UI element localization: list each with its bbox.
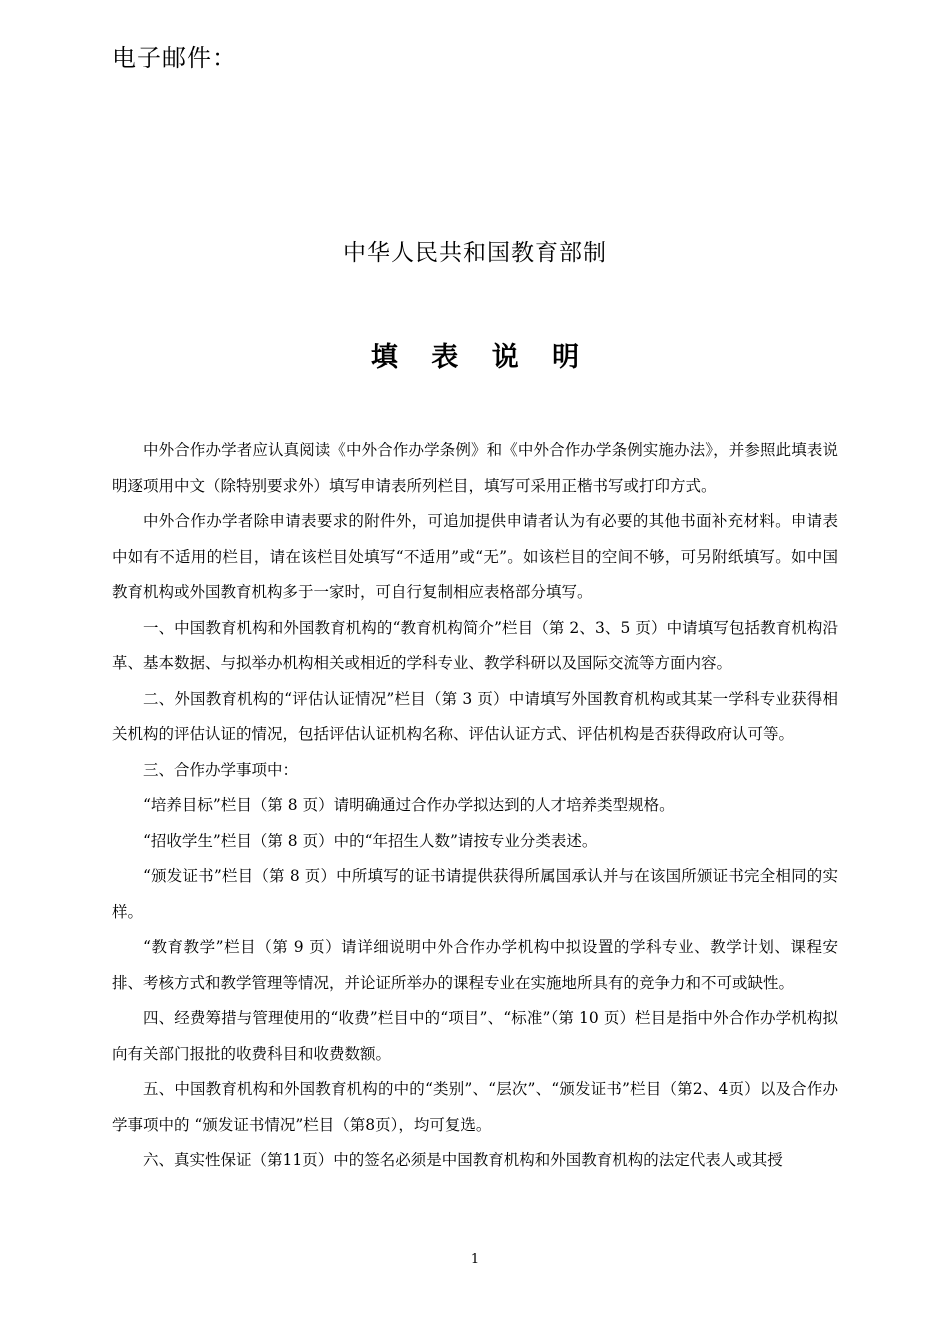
email-label: 电子邮件： [112, 44, 237, 72]
paragraph-supplementary: 中外合作办学者除申请表要求的附件外，可追加提供申请者认为有必要的其他书面补充材料。申请表中如有不适用的栏目，请在该栏目处填写“不适用”或“无”。如该栏目的空间不够，可另附纸填写。如中国教育机构或外国教育机构多于一家时，可自行复制相应表格部分填写。 [112, 512, 838, 601]
paragraph-intro: 中外合作办学者应认真阅读《中外合作办学条例》和《中外合作办学条例实施办法》，并参照此填表说明逐项用中文（除特别要求外）填写申请表所列栏目，填写可采用正楷书写或打印方式。 [112, 441, 838, 495]
issuer-line: 中华人民共和国教育部制 [343, 240, 607, 266]
page-number: 1 [470, 1252, 480, 1267]
paragraph-teaching: “教育教学”栏目（第 9 页）请详细说明中外合作办学机构中拟设置的学科专业、教学计划、课程安排、考核方式和教学管理等情况，并论证所举办的课程专业在实施地所具有的竞争力和不可或缺性。 [112, 938, 838, 992]
paragraph-training-goal: “培养目标”栏目（第 8 页）请明确通过合作办学拟达到的人才培养类型规格。 [143, 796, 675, 814]
paragraph-item-2: 二、外国教育机构的“评估认证情况”栏目（第 3 页）中请填写外国教育机构或其某一学科专业获得相关机构的评估认证的情况，包括评估认证机构名称、评估认证方式、评估机构是否获得政府认可等。 [112, 689, 838, 743]
paragraph-item-3: 三、合作办学事项中： [143, 760, 299, 779]
paragraph-item-4: 四、经费筹措与管理使用的“收费”栏目中的“项目”、“标准”（第 10 页）栏目是指中外合作办学机构拟向有关部门报批的收费科目和收费数额。 [112, 1009, 838, 1063]
paragraph-enrollment: “招收学生”栏目（第 8 页）中的“年招生人数”请按专业分类表述。 [143, 831, 598, 850]
document-title: 填 表 说 明 [370, 342, 592, 373]
instructions-body [112, 433, 838, 1179]
paragraph-item-5: 五、中国教育机构和外国教育机构的中的“类别”、“层次”、“颁发证书”栏目（第2、4页）以及合作办学事项中的 “颁发证书情况”栏目（第8页），均可复选。 [112, 1080, 838, 1134]
paragraph-certificate: “颁发证书”栏目（第 8 页）中所填写的证书请提供获得所属国承认并与在该国所颁证书完全相同的实样。 [112, 867, 838, 921]
paragraph-item-1: 一、中国教育机构和外国教育机构的“教育机构简介”栏目（第 2、3、5 页）中请填写包括教育机构沿革、基本数据、与拟举办机构相关或相近的学科专业、教学科研以及国际交流等方面内容。 [112, 618, 838, 672]
paragraph-item-6: 六、真实性保证（第11页）中的签名必须是中国教育机构和外国教育机构的法定代表人或其授 [143, 1151, 783, 1169]
